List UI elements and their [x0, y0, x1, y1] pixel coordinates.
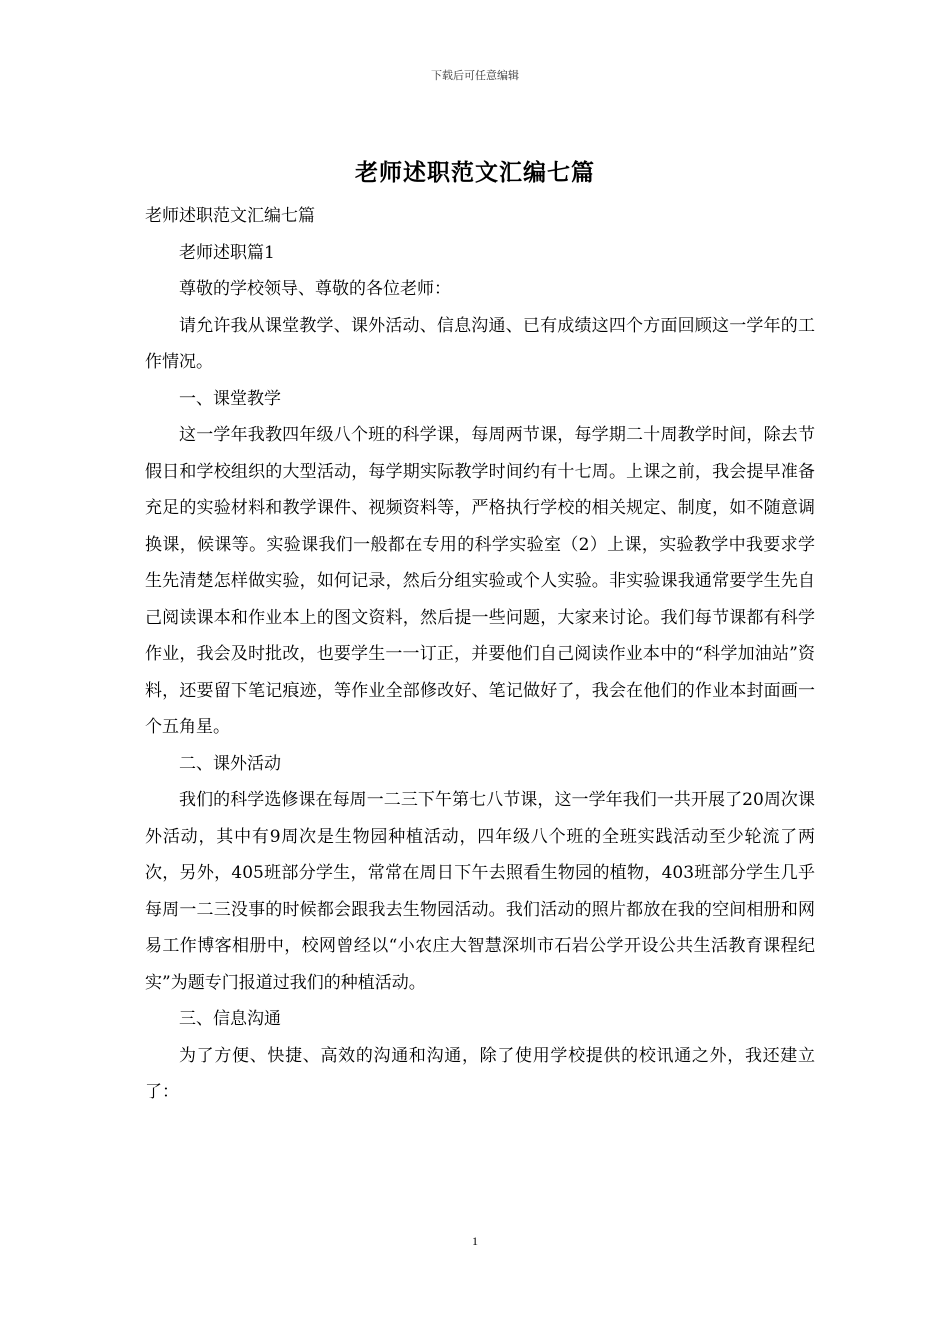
- paragraph: 这一学年我教四年级八个班的科学课，每周两节课，每学期二十周教学时间，除去节假日和学校组织的大型活动，每学期实际教学时间约有十七周。上课之前，我会提早准备充足的实验材料和教学课件、视频资料等，严格执行学校的相关规定、制度，如不随意调换课，候课等。实验课我们一般都在专用的科学实验室（2）上课，实验教学中我要求学生先清楚怎样做实验，如何记录，然后分组实验或个人实验。非实验课我通常要学生先自己阅读课本和作业本上的图文资料，然后提一些问题，大家来讨论。我们每节课都有科学作业，我会及时批改，也要学生一一订正，并要他们自己阅读作业本中的“科学加油站”资料，还要留下笔记痕迹，等作业全部修改好、笔记做好了，我会在他们的作业本封面画一个五角星。: [145, 425, 815, 737]
- paragraph: 请允许我从课堂教学、课外活动、信息沟通、已有成绩这四个方面回顾这一学年的工作情况。: [145, 315, 815, 372]
- section-heading: 三、信息沟通: [179, 1009, 281, 1029]
- document-body: [145, 198, 815, 1111]
- paragraph: 老师述职范文汇编七篇: [145, 206, 315, 226]
- paragraph: 我们的科学选修课在每周一二三下午第七八节课，这一学年我们一共开展了20周次课外活动，其中有9周次是生物园种植活动，四年级八个班的全班实践活动至少轮流了两次，另外，405班部分学生，常常在周日下午去照看生物园的植物，403班部分学生几乎每周一二三没事的时候都会跟我去生物园活动。我们活动的照片都放在我的空间相册和网易工作博客相册中，校网曾经以“小农庄大智慧深圳市石岩公学开设公共生活教育课程纪实”为题专门报道过我们的种植活动。: [145, 790, 815, 993]
- page-header: 下载后可任意编辑: [431, 69, 519, 82]
- document-title: 老师述职范文汇编七篇: [355, 159, 595, 186]
- paragraph: 老师述职篇1: [179, 242, 275, 263]
- section-heading: 一、课堂教学: [179, 388, 281, 409]
- paragraph: 尊敬的学校领导、尊敬的各位老师：: [179, 279, 451, 299]
- page-number: 1: [472, 1234, 478, 1248]
- paragraph: 为了方便、快捷、高效的沟通和沟通，除了使用学校提供的校讯通之外，我还建立了：: [145, 1045, 815, 1102]
- section-heading: 二、课外活动: [179, 753, 281, 774]
